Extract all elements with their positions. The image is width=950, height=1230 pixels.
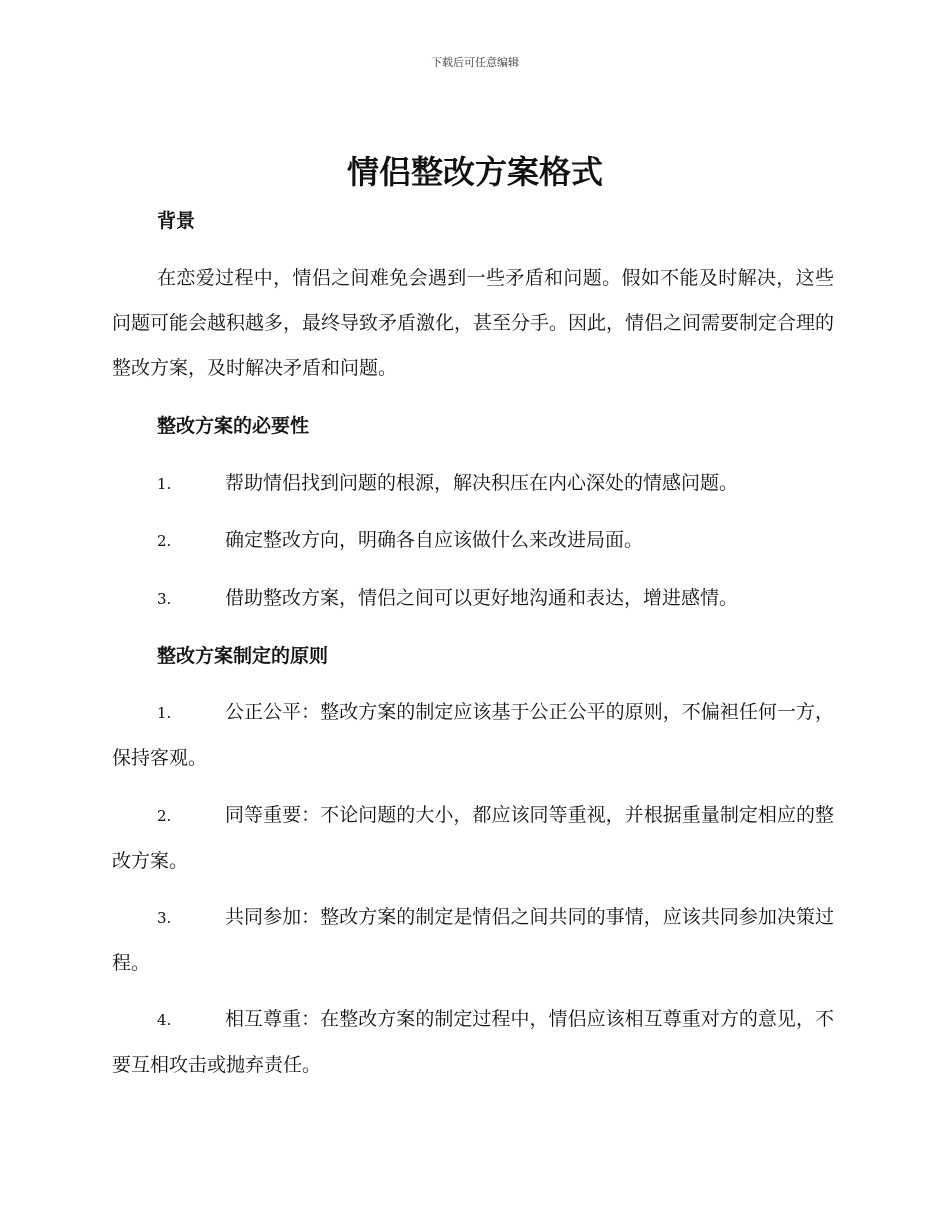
list-item xyxy=(112,895,834,986)
section-heading-necessity: 整改方案的必要性 xyxy=(157,415,310,437)
list-number: 4. xyxy=(157,1011,172,1029)
list-item-text: 确定整改方向，明确各自应该做什么来改进局面。 xyxy=(225,529,644,551)
list-number: 2. xyxy=(157,532,172,550)
list-number: 2. xyxy=(157,807,172,825)
list-item xyxy=(112,997,834,1088)
list-item xyxy=(112,461,834,507)
page-header: 下载后可任意编辑 xyxy=(431,56,519,69)
list-item xyxy=(112,576,834,622)
list-item-text: 共同参加：整改方案的制定是情侣之间共同的事情，应该共同参加决策过程。 xyxy=(112,906,834,974)
list-number: 3. xyxy=(157,590,172,608)
list-item-text: 相互尊重：在整改方案的制定过程中，情侣应该相互尊重对方的意见，不要互相攻击或抛弃责任。 xyxy=(112,1008,834,1076)
list-item-text: 帮助情侣找到问题的根源，解决积压在内心深处的情感问题。 xyxy=(225,472,739,494)
section-heading-background: 背景 xyxy=(157,210,196,232)
list-item xyxy=(112,518,834,564)
background-paragraph: 在恋爱过程中，情侣之间难免会遇到一些矛盾和问题。假如不能及时解决，这些问题可能会越积越多，最终导致矛盾激化，甚至分手。因此，情侣之间需要制定合理的整改方案，及时解决矛盾和问题。 xyxy=(112,267,835,379)
section-heading-principles: 整改方案制定的原则 xyxy=(157,645,329,667)
list-number: 3. xyxy=(157,909,172,927)
list-item-text: 公正公平：整改方案的制定应该基于公正公平的原则，不偏袒任何一方，保持客观。 xyxy=(112,701,834,769)
document-title: 情侣整改方案格式 xyxy=(346,153,603,191)
list-item-text: 同等重要：不论问题的大小，都应该同等重视，并根据重量制定相应的整改方案。 xyxy=(112,804,834,872)
list-item xyxy=(112,793,834,884)
list-number: 1. xyxy=(157,704,172,722)
list-item-text: 借助整改方案，情侣之间可以更好地沟通和表达，增进感情。 xyxy=(225,587,739,609)
list-item xyxy=(112,690,834,781)
list-number: 1. xyxy=(157,475,172,493)
